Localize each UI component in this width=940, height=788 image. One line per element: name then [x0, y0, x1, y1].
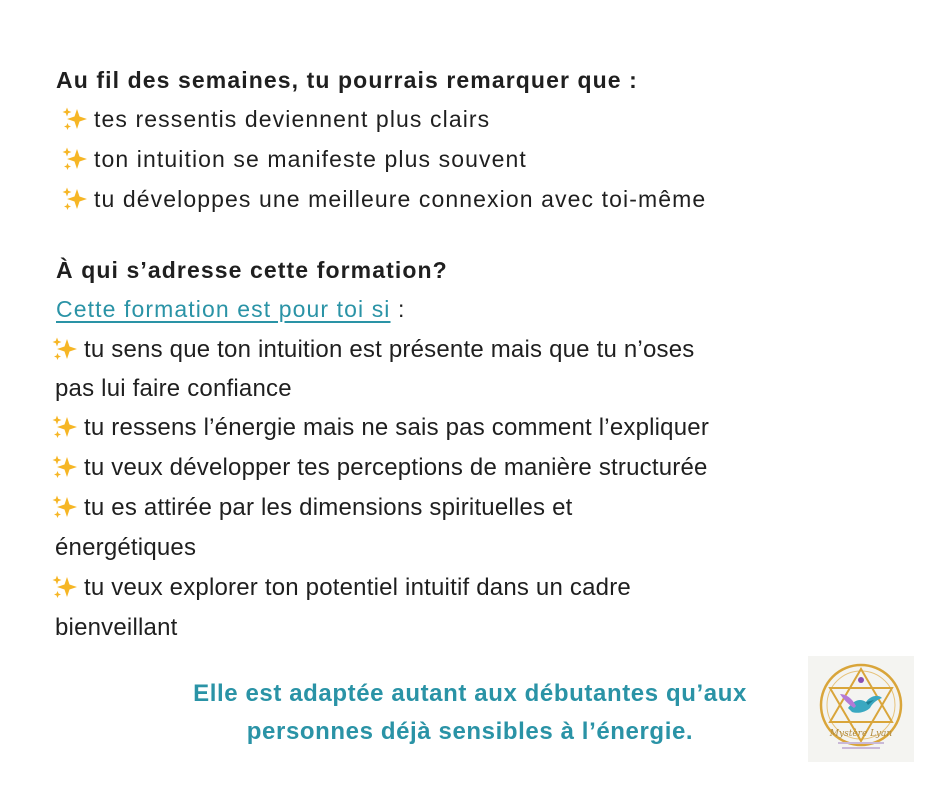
brand-logo — [808, 656, 914, 762]
formation-link[interactable]: Cette formation est pour toi si — [56, 296, 391, 322]
audience-item-continuation: bienveillant — [55, 614, 178, 641]
intro-list-item — [62, 185, 706, 213]
audience-item-text: tu sens que ton intuition est présente mais que tu n’oses — [84, 336, 695, 363]
intro-list-item — [62, 105, 490, 133]
sparkle-icon — [62, 146, 88, 172]
footer-line: personnes déjà sensibles à l’énergie. — [246, 718, 694, 745]
link-suffix: : — [390, 296, 406, 322]
audience-item-continuation: pas lui faire confiance — [55, 375, 292, 402]
audience-list-item — [52, 574, 631, 602]
mystic-star-hummingbird-logo-icon — [808, 656, 914, 762]
footer-line: Elle est adaptée autant aux débutantes qu’aux — [193, 680, 747, 707]
sparkle-icon — [52, 454, 78, 480]
sparkle-icon — [52, 414, 78, 440]
audience-link-line — [56, 295, 406, 323]
sparkle-icon — [62, 106, 88, 132]
audience-list-item — [52, 454, 708, 482]
sparkle-icon — [62, 186, 88, 212]
audience-heading: À qui s’adresse cette formation? — [56, 257, 448, 283]
sparkle-icon — [52, 574, 78, 600]
footer-note — [100, 675, 840, 751]
audience-item-text: tu es attirée par les dimensions spirituelles et — [84, 494, 573, 521]
audience-item-text: tu ressens l’énergie mais ne sais pas comment l’expliquer — [84, 414, 710, 441]
audience-list-item — [52, 336, 694, 364]
audience-list-item — [52, 414, 709, 442]
audience-list-item — [52, 494, 573, 522]
audience-item-text: tu veux explorer ton potentiel intuitif dans un cadre — [84, 574, 631, 601]
intro-item-text: tu développes une meilleure connexion avec toi-même — [94, 186, 707, 212]
intro-item-text: tes ressentis deviennent plus clairs — [94, 106, 491, 132]
audience-item-continuation: énergétiques — [55, 534, 197, 561]
intro-heading: Au fil des semaines, tu pourrais remarquer que : — [56, 67, 638, 93]
logo-brand-text: Mystère Lyan — [829, 729, 893, 739]
intro-list-item — [62, 145, 527, 173]
sparkle-icon — [52, 336, 78, 362]
sparkle-icon — [52, 494, 78, 520]
intro-item-text: ton intuition se manifeste plus souvent — [94, 146, 527, 172]
audience-item-text: tu veux développer tes perceptions de manière structurée — [84, 454, 708, 481]
